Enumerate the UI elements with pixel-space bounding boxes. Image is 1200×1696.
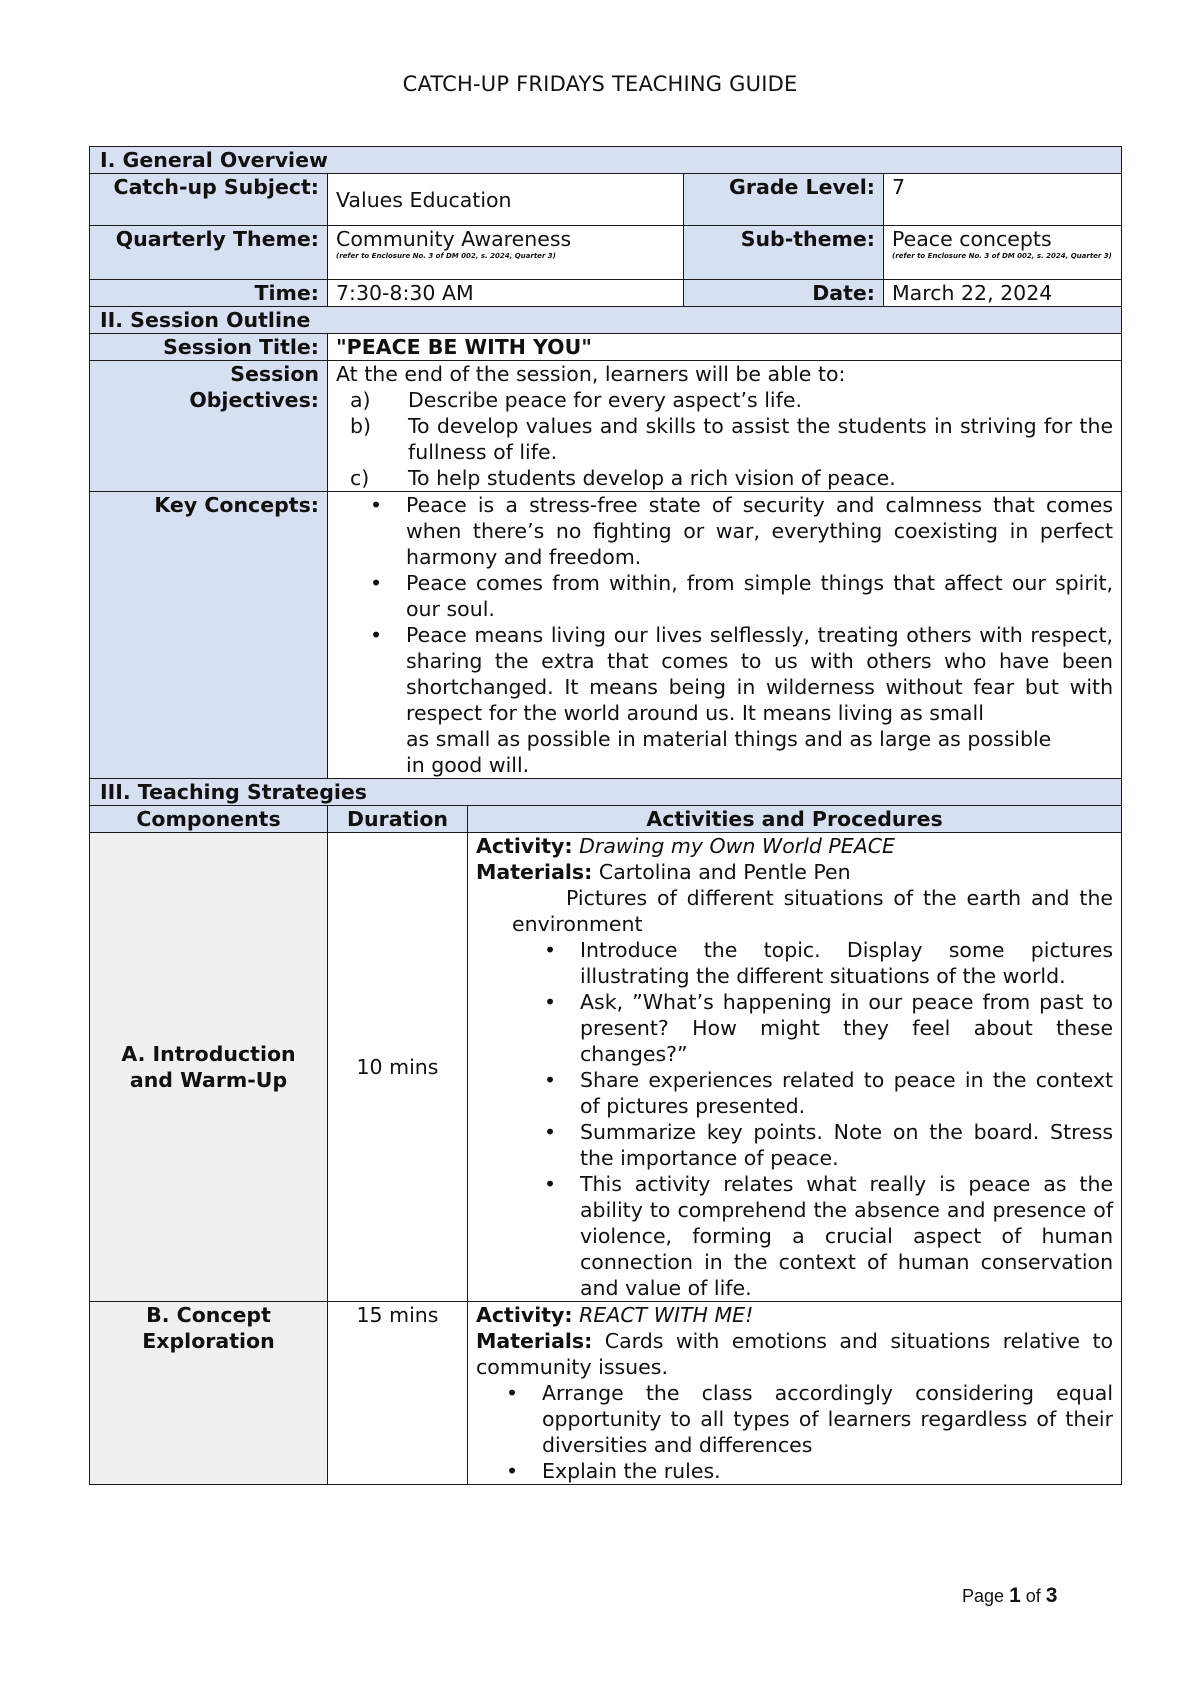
objective-text: To develop values and skills to assist the students in striving for the fullness of life. (408, 414, 1114, 464)
objective-item (350, 465, 1113, 491)
materials-label: Materials: (476, 1329, 593, 1353)
objective-marker: c) (350, 466, 370, 490)
procedure-text: Arrange the class accordingly considering equal opportunity to all types of learners regardless of their diversities and differences (542, 1381, 1114, 1457)
objectives-label: Session Objectives: (90, 361, 328, 492)
page-of: of (1025, 1586, 1041, 1606)
date-label: Date: (684, 280, 884, 307)
procedure-text: Share experiences related to peace in the context of pictures presented. (580, 1068, 1114, 1118)
theme-reference: (refer to Enclosure No. 3 of DM 002, s. 2024, Quarter 3) (336, 252, 556, 260)
session-outline-heading: II. Session Outline (90, 307, 1122, 334)
procedure-item (476, 1067, 1113, 1119)
procedure-text: This activity relates what really is peace as the ability to comprehend the absence and presence of violence, forming a crucial aspect of human connection in the context of human conservation and value of life. (580, 1172, 1114, 1300)
page-current: 1 (1009, 1584, 1021, 1607)
key-concepts-list (336, 492, 1113, 726)
objective-marker: a) (350, 388, 371, 412)
subtheme-reference: (refer to Enclosure No. 3 of DM 002, s. 2024, Quarter 3) (892, 252, 1112, 260)
date-value: March 22, 2024 (884, 280, 1122, 307)
activity-label: Activity: (476, 834, 573, 858)
procedure-item (476, 1119, 1113, 1171)
materials-value: Cards with emotions and situations relative to community issues. (476, 1329, 1114, 1379)
activities-cell (468, 833, 1122, 1302)
session-title-label: Session Title: (90, 334, 328, 361)
concept-text: Peace means living our lives selflessly, treating others with respect, sharing the extra that comes to us with others who have been shortchanged. It means being in wilderness without fear but with respect for the world around us. It means living as small (406, 623, 1114, 725)
concept-continuation: as small as possible in material things and as large as possible (406, 727, 1052, 751)
activity-label: Activity: (476, 1303, 573, 1327)
activity-value: Drawing my Own World PEACE (579, 834, 895, 858)
concept-continuation: in good will. (406, 753, 530, 777)
bullet-icon: • (544, 938, 557, 962)
procedure-item (476, 1380, 1113, 1458)
concept-text: Peace comes from within, from simple things that affect our spirit, our soul. (406, 571, 1114, 621)
concept-text: Peace is a stress-free state of security and calmness that comes when there’s no fighting or war, everything coexisting in perfect harmony and freedom. (406, 493, 1114, 569)
concept-item (336, 622, 1113, 726)
concept-item (336, 492, 1113, 570)
general-overview-heading: I. General Overview (90, 147, 1122, 174)
subject-value: Values Education (328, 174, 684, 226)
objective-item (350, 413, 1113, 465)
grade-label: Grade Level: (684, 174, 884, 226)
materials-label: Materials: (476, 860, 593, 884)
time-value: 7:30-8:30 AM (328, 280, 684, 307)
materials-extra: Pictures of different situations of the earth and the environment (512, 886, 1114, 936)
bullet-icon: • (506, 1381, 519, 1405)
bullet-icon: • (544, 990, 557, 1014)
duration-cell: 10 mins (328, 833, 468, 1302)
objective-text: To help students develop a rich vision of peace. (408, 466, 896, 490)
teaching-guide-table (89, 146, 1122, 1485)
objective-text: Describe peace for every aspect’s life. (408, 388, 802, 412)
page-number (962, 1584, 1057, 1608)
procedure-list (476, 937, 1113, 1301)
activity-line (476, 1302, 1113, 1328)
procedure-text: Ask, ”What’s happening in our peace from past to present? How might they feel about these changes?” (580, 990, 1114, 1066)
procedure-list (476, 1380, 1113, 1484)
column-header-components: Components (90, 806, 328, 833)
objectives-cell (328, 361, 1122, 492)
time-label: Time: (90, 280, 328, 307)
bullet-icon: • (370, 493, 383, 517)
procedure-item (476, 1171, 1113, 1301)
component-cell: B. Concept Exploration (90, 1302, 328, 1485)
theme-label: Quarterly Theme: (90, 226, 328, 280)
procedure-text: Explain the rules. (542, 1459, 721, 1483)
objectives-intro: At the end of the session, learners will be able to: (336, 362, 846, 386)
bullet-icon: • (544, 1068, 557, 1092)
activity-value: REACT WITH ME! (579, 1303, 754, 1327)
objectives-list (336, 387, 1113, 491)
procedure-text: Introduce the topic. Display some pictures illustrating the different situations of the world. (580, 938, 1114, 988)
table-row (90, 833, 1122, 1302)
objective-item (350, 387, 1113, 413)
procedure-text: Summarize key points. Note on the board. Stress the importance of peace. (580, 1120, 1114, 1170)
duration-cell: 15 mins (328, 1302, 468, 1485)
teaching-strategies-heading: III. Teaching Strategies (90, 779, 1122, 806)
objective-marker: b) (350, 414, 372, 438)
theme-cell (328, 226, 684, 280)
theme-value: Community Awareness (336, 227, 572, 251)
materials-line (476, 1328, 1113, 1380)
procedure-item (476, 1458, 1113, 1484)
activities-cell (468, 1302, 1122, 1485)
column-header-duration: Duration (328, 806, 468, 833)
session-title-value: "PEACE BE WITH YOU" (328, 334, 1122, 361)
materials-line (476, 859, 1113, 885)
bullet-icon: • (370, 623, 383, 647)
procedure-item (476, 989, 1113, 1067)
bullet-icon: • (506, 1459, 519, 1483)
subtheme-cell (884, 226, 1122, 280)
subject-label: Catch-up Subject: (90, 174, 328, 226)
table-row (90, 1302, 1122, 1485)
bullet-icon: • (544, 1172, 557, 1196)
subtheme-value: Peace concepts (892, 227, 1052, 251)
column-header-activities: Activities and Procedures (468, 806, 1122, 833)
page-label: Page (962, 1586, 1005, 1606)
bullet-icon: • (544, 1120, 557, 1144)
procedure-item (476, 937, 1113, 989)
key-concepts-cell (328, 492, 1122, 779)
grade-value: 7 (884, 174, 1122, 226)
page-total: 3 (1045, 1584, 1058, 1607)
component-cell: A. Introduction and Warm-Up (90, 833, 328, 1302)
activity-line (476, 833, 1113, 859)
materials-value: Cartolina and Pentle Pen (598, 860, 851, 884)
key-concepts-label: Key Concepts: (90, 492, 328, 779)
concept-item (336, 570, 1113, 622)
subtheme-label: Sub-theme: (684, 226, 884, 280)
bullet-icon: • (370, 571, 383, 595)
document-title: CATCH-UP FRIDAYS TEACHING GUIDE (402, 72, 798, 96)
